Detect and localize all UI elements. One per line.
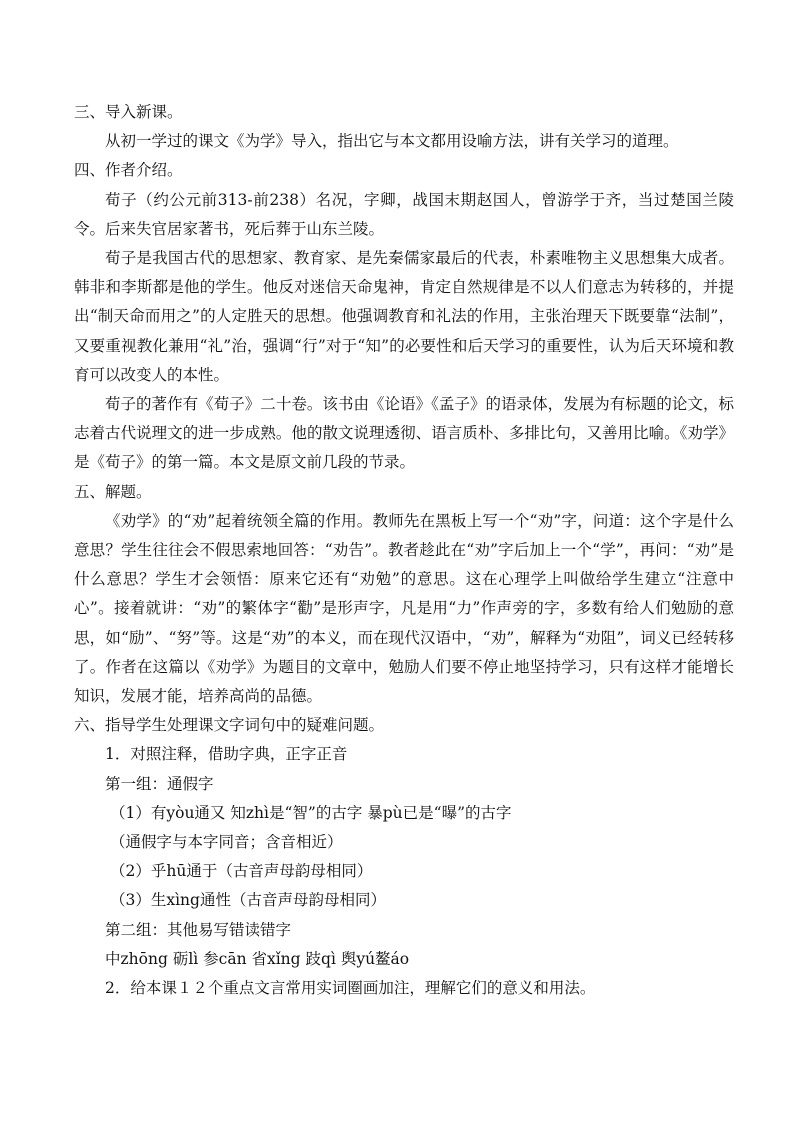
- paragraph-author-thought: 荀子是我国古代的思想家、教育家、是先秦儒家最后的代表，朴素唯物主义思想集大成者。韩非和李斯都是他的学生。他反对迷信天命鬼神，肯定自然规律是不以人们意志为转移的，并提出“制天命而用之”的人定胜天的思想。他强调教育和礼法的作用，主张治理天下既要靠“法制”，又要重视教化兼用“礼”治，强调“行”对于“知”的必要性和后天学习的重要性，认为后天环境和教育可以改变人的本性。: [74, 249, 734, 384]
- paragraph-author-bio: 荀子（约公元前313-前238）名况，字卿，战国末期赵国人，曾游学于齐，当过楚国兰陵令。后来失官居家著书，死后葬于山东兰陵。: [74, 190, 734, 238]
- group-heading-1: 第一组：通假字: [105, 774, 214, 793]
- document-body: [74, 98, 734, 1003]
- section-heading-6: 六、指导学生处理课文字词句中的疑难问题。: [74, 716, 385, 735]
- list-item-2: 2．给本课１２个重点文言常用实词圈画加注，理解它们的意义和用法。: [105, 979, 596, 998]
- section-heading-3: 三、导入新课。: [74, 103, 183, 121]
- group1-line-1: （1）有yòu通又 知zhì是“智”的古字 暴pù已是“曝”的古字: [110, 803, 512, 822]
- group1-line-2: （通假字与本字同音；含音相近）: [110, 833, 343, 852]
- paragraph-author-works: 荀子的著作有《荀子》二十卷。该书由《论语》《孟子》的语录体，发展为有标题的论文，标志着古代说理文的进一步成熟。他的散文说理透彻、语言质朴、多排比句，又善用比喻。《劝学》是《荀子》的第一篇。本文是原文前几段的节录。: [74, 395, 734, 472]
- paragraph-intro-lesson: 从初一学过的课文《为学》导入，指出它与本文都用设喻方法，讲有关学习的道理。: [105, 132, 679, 151]
- paragraph-title-explanation: 《劝学》的“劝”起着统领全篇的作用。教师先在黑板上写一个“劝”字，问道：这个字是什么意思？学生往往会不假思索地回答：“劝告”。教者趁此在“劝”字后加上一个“学”，再问：“劝”是什么意思？学生才会领悟：原来它还有“劝勉”的意思。这在心理学上叫做给学生建立“注意中心”。接着就讲：“劝”的繁体字“勸”是形声字，凡是用“力”作声旁的字，多数有给人们勉励的意思，如“励”、“努”等。这是“劝”的本义，而在现代汉语中，“劝”，解释为“劝阻”，词义已经转移了。作者在这篇以《劝学》为题目的文章中，勉励人们要不停止地坚持学习，只有这样才能增长知识，发展才能，培养高尚的品德。: [74, 511, 734, 706]
- group1-line-4: （3）生xìng通性（古音声母韵母相同）: [110, 891, 386, 910]
- group1-line-3: （2）乎hū通于（古音声母韵母相同）: [110, 862, 373, 881]
- list-item-1: 1．对照注释，借助字典，正字正音: [105, 745, 348, 764]
- section-heading-4: 四、作者介绍。: [74, 161, 183, 180]
- group-heading-2: 第二组：其他易写错读错字: [105, 920, 292, 939]
- section-heading-5: 五、解题。: [74, 482, 152, 501]
- group2-line-1: 中zhōng 砺lì 参cān 省xǐng 跂qì 舆yú鳌áo: [105, 949, 410, 968]
